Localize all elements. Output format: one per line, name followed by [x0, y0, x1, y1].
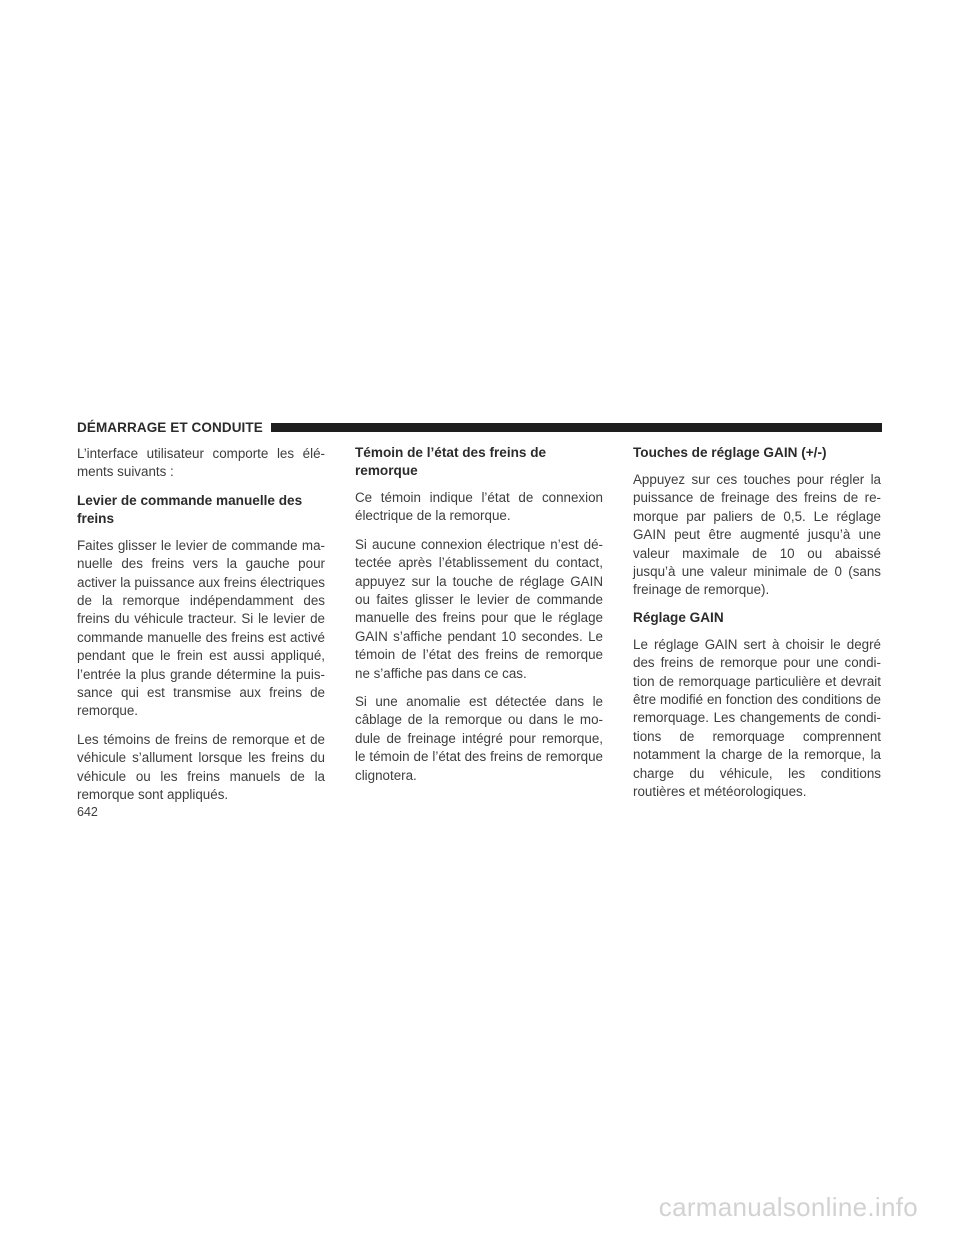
page-number: 642	[77, 805, 98, 819]
intro-paragraph: L’interface utilisateur comporte les éléments suivants :	[77, 446, 325, 480]
section-title: DÉMARRAGE ET CONDUITE	[77, 419, 263, 435]
paragraph-fault-detected: Si une anomalie est détectée dans le câblage de la remorque ou dans le module de freinage intégré pour remorque, le témoin de l’état des freins de remorque clignotera.	[355, 694, 603, 783]
section-header	[77, 418, 882, 436]
paragraph-no-connection: Si aucune connexion électrique n’est détectée après l’établissement du contact, appuyez sur la touche de réglage GAIN ou faites glisser le levier de commande manuelle des freins pour que le réglage GAIN s’affiche pendant 10 secondes. Le témoin de l’état des freins de remorque ne s’affiche pas dans ce cas.	[355, 536, 603, 681]
heading-gain-setting: Réglage GAIN	[633, 609, 724, 625]
paragraph-manual-brake-lever: Faites glisser le levier de commande manuelle des freins vers la gauche pour activer la puissance aux freins électriques de la remorque indépendamment des freins du véhicule tracteur. Si le levier de commande manuelle des freins est activé pendant que le frein est aussi appliqué, l’entrée la plus grande détermine la puissance qui est transmise aux freins de remorque.	[77, 537, 325, 719]
paragraph-status-indicator: Ce témoin indique l’état de connexion électrique de la remorque.	[355, 490, 603, 524]
text-column-1	[77, 445, 325, 815]
paragraph-gain-buttons: Appuyez sur ces touches pour régler la puissance de freinage des freins de remorque par paliers de 0,5. Le réglage GAIN peut être augmenté jusqu’à une valeur maximale de 10 ou abaissé jusqu’à une valeur minimale de 0 (sans freinage de remorque).	[633, 472, 881, 598]
paragraph-brake-lamps: Les témoins de freins de remorque et de véhicule s’allument lorsque les freins du véhicule ou les freins manuels de la remorque sont appliqués.	[77, 731, 325, 803]
heading-trailer-brake-status: Témoin de l’état des freins de remorque	[355, 445, 547, 478]
paragraph-gain-setting: Le réglage GAIN sert à choisir le degré des freins de remorque pour une condition de remorquage particulière et devrait être modifié en fonction des conditions de remorquage. Les changements de conditions de remorquage comprennent notamment la charge de la remorque, la charge du véhicule, les conditions routières et météorologiques.	[633, 636, 881, 800]
header-rule	[271, 423, 882, 432]
text-column-2	[355, 445, 603, 795]
watermark-text: carmanualsonline.info	[658, 1192, 918, 1222]
heading-manual-brake-lever: Levier de commande manuelle des freins	[77, 492, 303, 526]
text-column-3	[633, 445, 881, 812]
heading-gain-buttons: Touches de réglage GAIN (+/-)	[633, 445, 827, 460]
